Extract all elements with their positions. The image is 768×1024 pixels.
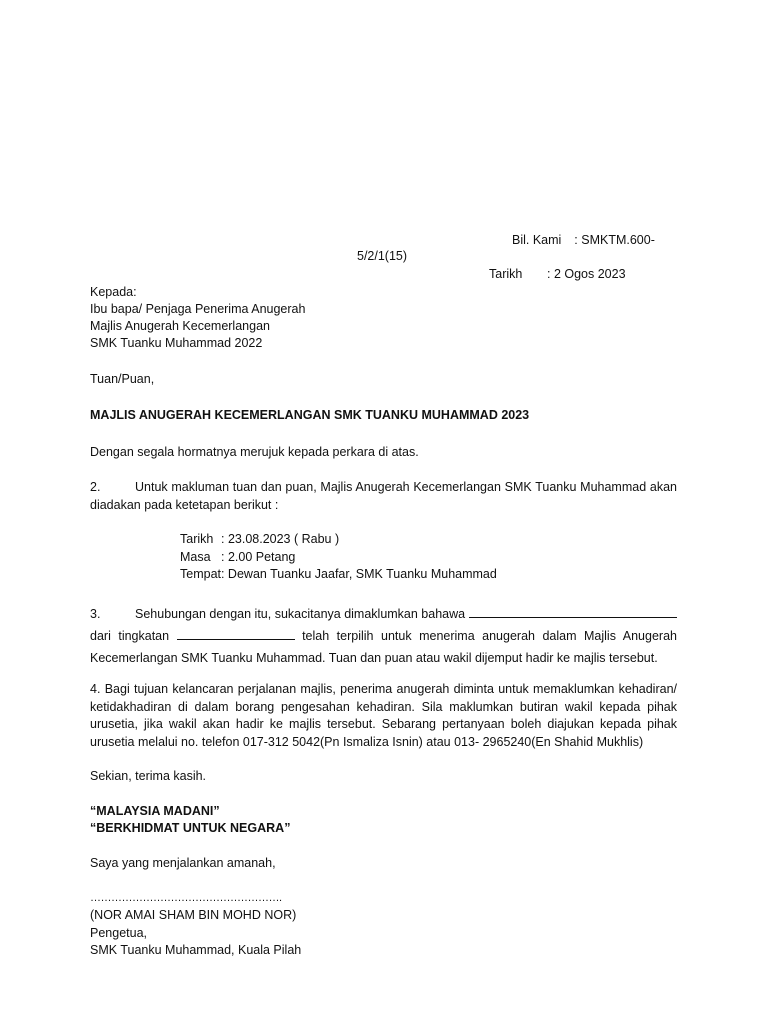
paragraph-2 (90, 479, 677, 514)
recipient-line: SMK Tuanku Muhammad 2022 (90, 336, 263, 350)
slogan: “MALAYSIA MADANI” (90, 804, 220, 818)
recipient-line: Majlis Anugerah Kecemerlangan (90, 319, 270, 333)
signatory-school: SMK Tuanku Muhammad, Kuala Pilah (90, 943, 302, 957)
intro-paragraph: Dengan segala hormatnya merujuk kepada perkara di atas. (90, 445, 419, 459)
paragraph-text: dari tingkatan (90, 629, 170, 643)
signatory-name: (NOR AMAI SHAM BIN MOHD NOR) (90, 908, 297, 922)
paragraph-number: 3. (90, 607, 101, 621)
recipient-line: Ibu bapa/ Penjaga Penerima Anugerah (90, 302, 306, 316)
student-name-blank[interactable] (469, 606, 677, 618)
paragraph-text: Untuk makluman tuan dan puan, Majlis Anugerah Kecemerlangan SMK Tuanku Muhammad akan diadakan pada ketetapan berikut : (90, 480, 677, 512)
event-time-label: Masa (180, 550, 211, 564)
date-value: : 2 Ogos 2023 (547, 267, 626, 281)
ref-bil-value: : SMKTM.600- (574, 233, 655, 247)
paragraph-text: Sehubungan dengan itu, sukacitanya dimaklumkan bahawa (135, 607, 466, 621)
event-date (180, 531, 339, 548)
closing-line: Sekian, terima kasih. (90, 769, 207, 783)
form-level-blank[interactable] (177, 628, 295, 640)
letter-subject: MAJLIS ANUGERAH KECEMERLANGAN SMK TUANKU MUHAMMAD 2023 (90, 408, 530, 422)
reference-number (512, 232, 655, 249)
signatory-title: Pengetua, (90, 926, 147, 940)
date-label: Tarikh (489, 267, 523, 281)
paragraph-number: 2. (90, 480, 101, 494)
ref-bil-label: Bil. Kami (512, 233, 562, 247)
event-date-label: Tarikh (180, 532, 214, 546)
letter-date (489, 266, 626, 283)
salutation: Tuan/Puan, (90, 372, 155, 386)
paragraph-3 (90, 603, 677, 669)
signature-line: ………………………………………………. (90, 892, 282, 904)
event-time-value: : 2.00 Petang (221, 550, 296, 564)
signature-intro: Saya yang menjalankan amanah, (90, 856, 276, 870)
event-time (180, 549, 295, 566)
event-venue: Tempat: Dewan Tuanku Jaafar, SMK Tuanku Muhammad (180, 567, 497, 581)
paragraph-text: telah terpilih untuk menerima anugerah dalam Majlis Anugerah Kecemerlangan SMK Tuanku Muhammad. Tuan dan puan atau wakil dijemput hadir ke majlis tersebut. (90, 629, 677, 665)
paragraph-3-line1 (90, 603, 677, 625)
recipient-heading: Kepada: (90, 285, 137, 299)
paragraph-4: 4. Bagi tujuan kelancaran perjalanan majlis, penerima anugerah diminta untuk memaklumkan kehadiran/ ketidakhadiran di dalam borang pengesahan kehadiran. Sila maklumkan butiran wakil kepada pihak urusetia, jika wakil akan hadir ke majlis tersebut. Sebarang pertanyaan boleh diajukan kepada pihak urusetia melalui no. telefon 017-312 5042(Pn Ismaliza Isnin) atau 013- 2965240(En Shahid Mukhlis) (90, 682, 677, 749)
paragraph-3-body (90, 625, 677, 669)
reference-number-continued: 5/2/1(15) (357, 249, 408, 263)
slogan: “BERKHIDMAT UNTUK NEGARA” (90, 821, 291, 835)
event-date-value: : 23.08.2023 ( Rabu ) (221, 532, 340, 546)
